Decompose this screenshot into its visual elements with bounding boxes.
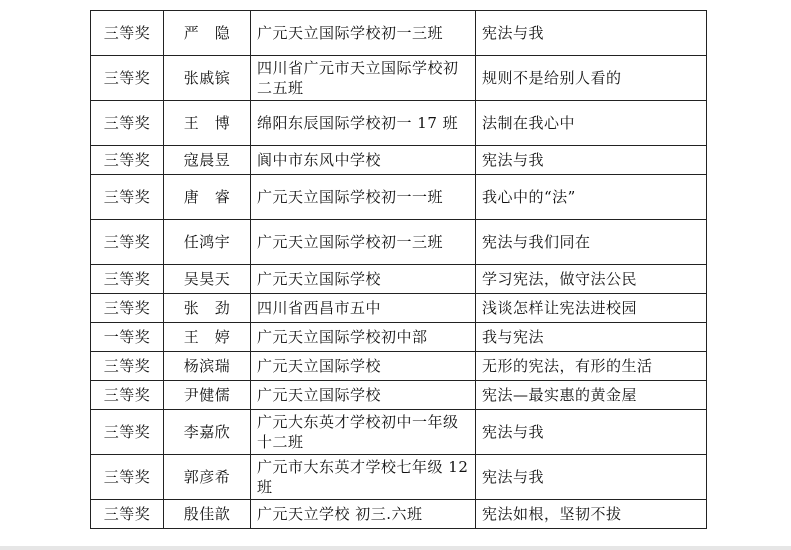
table-row bbox=[91, 175, 707, 220]
award-cell: 三等奖 bbox=[91, 294, 164, 323]
title-cell: 宪法—最实惠的黄金屋 bbox=[476, 381, 707, 410]
school-cell: 广元天立国际学校初一一班 bbox=[251, 175, 476, 220]
school-cell: 四川省广元市天立国际学校初二五班 bbox=[251, 56, 476, 101]
school-cell: 广元天立国际学校初中部 bbox=[251, 323, 476, 352]
title-cell: 宪法与我 bbox=[476, 146, 707, 175]
award-cell: 三等奖 bbox=[91, 175, 164, 220]
name-cell: 寇晨昱 bbox=[164, 146, 251, 175]
school-cell: 广元天立学校 初三.六班 bbox=[251, 500, 476, 529]
school-cell: 广元天立国际学校初一三班 bbox=[251, 11, 476, 56]
table-row bbox=[91, 500, 707, 529]
name-cell: 王 博 bbox=[164, 101, 251, 146]
title-cell: 宪法与我 bbox=[476, 455, 707, 500]
school-cell: 阆中市东风中学校 bbox=[251, 146, 476, 175]
title-cell: 宪法与我 bbox=[476, 11, 707, 56]
table-row bbox=[91, 56, 707, 101]
name-cell: 任鸿宇 bbox=[164, 220, 251, 265]
school-cell: 广元天立国际学校 bbox=[251, 352, 476, 381]
name-cell: 张 劲 bbox=[164, 294, 251, 323]
school-cell: 广元天立国际学校 bbox=[251, 265, 476, 294]
table-row bbox=[91, 352, 707, 381]
table-row bbox=[91, 323, 707, 352]
award-cell: 三等奖 bbox=[91, 56, 164, 101]
table-row bbox=[91, 265, 707, 294]
table-row bbox=[91, 455, 707, 500]
school-cell: 广元天立国际学校 bbox=[251, 381, 476, 410]
table-row bbox=[91, 11, 707, 56]
name-cell: 吴昊天 bbox=[164, 265, 251, 294]
award-cell: 三等奖 bbox=[91, 381, 164, 410]
award-cell: 三等奖 bbox=[91, 146, 164, 175]
table-row bbox=[91, 220, 707, 265]
table-row bbox=[91, 101, 707, 146]
table-row bbox=[91, 294, 707, 323]
title-cell: 学习宪法，做守法公民 bbox=[476, 265, 707, 294]
name-cell: 唐 睿 bbox=[164, 175, 251, 220]
name-cell: 殷佳歆 bbox=[164, 500, 251, 529]
name-cell: 张戚镔 bbox=[164, 56, 251, 101]
award-cell: 一等奖 bbox=[91, 323, 164, 352]
award-cell: 三等奖 bbox=[91, 352, 164, 381]
title-cell: 我心中的“法” bbox=[476, 175, 707, 220]
school-cell: 广元天立国际学校初一三班 bbox=[251, 220, 476, 265]
title-cell: 规则不是给别人看的 bbox=[476, 56, 707, 101]
school-cell: 四川省西昌市五中 bbox=[251, 294, 476, 323]
title-cell: 我与宪法 bbox=[476, 323, 707, 352]
award-cell: 三等奖 bbox=[91, 11, 164, 56]
awards-table bbox=[90, 10, 707, 529]
name-cell: 郭彦希 bbox=[164, 455, 251, 500]
table-row bbox=[91, 410, 707, 455]
table-row bbox=[91, 381, 707, 410]
award-cell: 三等奖 bbox=[91, 455, 164, 500]
school-cell: 广元大东英才学校初中一年级十二班 bbox=[251, 410, 476, 455]
award-cell: 三等奖 bbox=[91, 410, 164, 455]
name-cell: 杨滨瑞 bbox=[164, 352, 251, 381]
name-cell: 尹健儒 bbox=[164, 381, 251, 410]
award-cell: 三等奖 bbox=[91, 265, 164, 294]
title-cell: 宪法与我 bbox=[476, 410, 707, 455]
award-cell: 三等奖 bbox=[91, 500, 164, 529]
name-cell: 李嘉欣 bbox=[164, 410, 251, 455]
title-cell: 宪法与我们同在 bbox=[476, 220, 707, 265]
page-bottom-edge bbox=[0, 546, 791, 550]
name-cell: 严 隐 bbox=[164, 11, 251, 56]
title-cell: 无形的宪法，有形的生活 bbox=[476, 352, 707, 381]
title-cell: 浅谈怎样让宪法进校园 bbox=[476, 294, 707, 323]
award-cell: 三等奖 bbox=[91, 220, 164, 265]
school-cell: 绵阳东辰国际学校初一 17 班 bbox=[251, 101, 476, 146]
award-cell: 三等奖 bbox=[91, 101, 164, 146]
title-cell: 宪法如根，坚韧不拔 bbox=[476, 500, 707, 529]
school-cell: 广元市大东英才学校七年级 12 班 bbox=[251, 455, 476, 500]
title-cell: 法制在我心中 bbox=[476, 101, 707, 146]
table-row bbox=[91, 146, 707, 175]
name-cell: 王 婷 bbox=[164, 323, 251, 352]
